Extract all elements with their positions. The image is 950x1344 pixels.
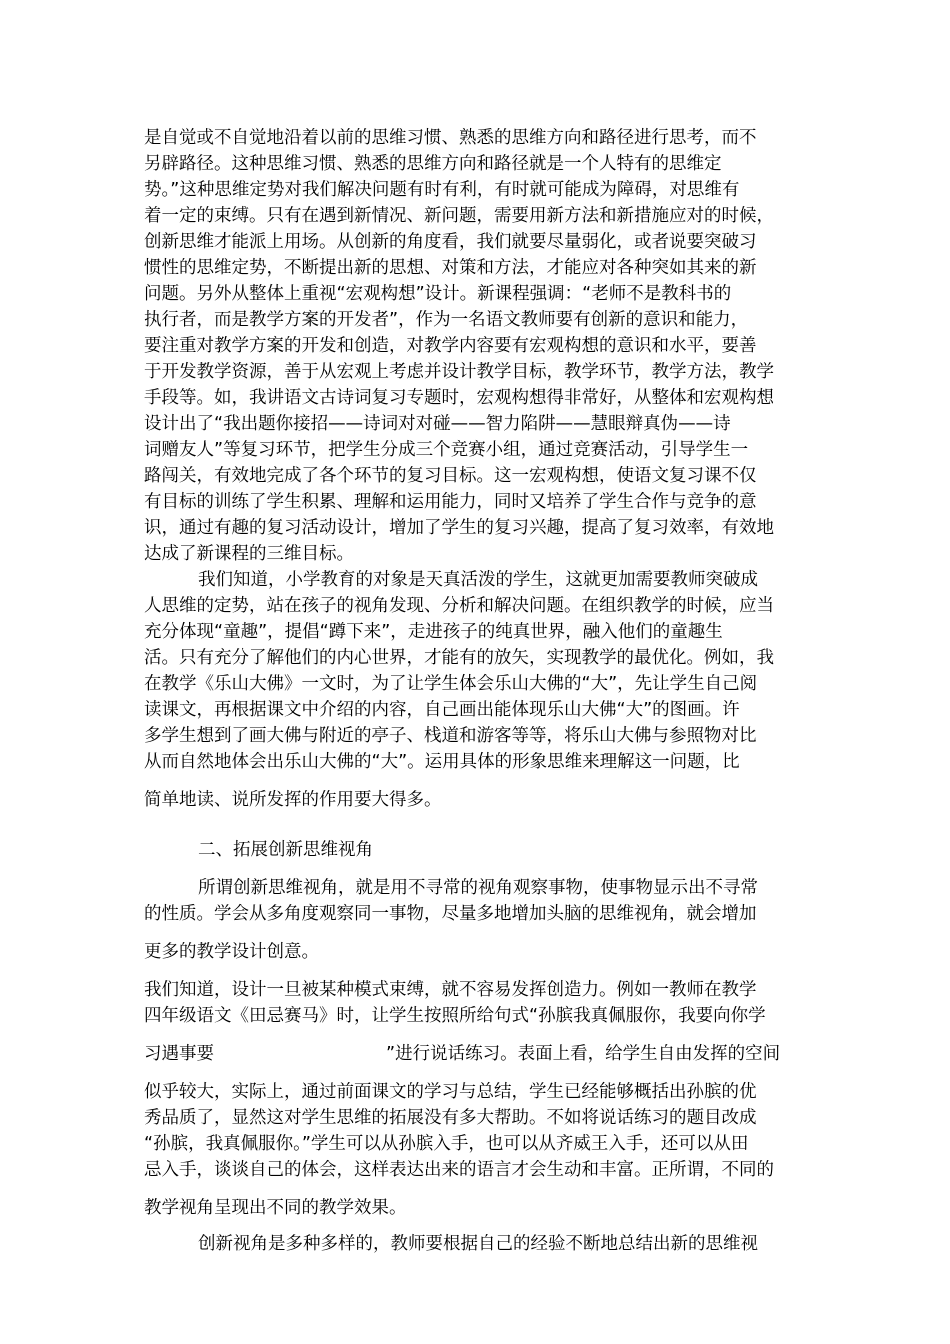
text-line: 从而自然地体会出乐山大佛的“大”。运用具体的形象思维来理解这一问题，比 (144, 752, 740, 772)
text-line: 于开发教学资源，善于从宏观上考虑并设计教学目标，教学环节，教学方法，教学 (144, 362, 774, 382)
section-heading: 二、拓展创新思维视角 (198, 840, 373, 860)
text-line: “孙膑，我真佩服你。”学生可以从孙膑入手，也可以从齐威王入手，还可以从田 (144, 1134, 749, 1154)
text-line: 教学视角呈现出不同的教学效果。 (144, 1198, 407, 1218)
text-line: 我们知道，小学教育的对象是天真活泼的学生，这就更加需要教师突破成 (198, 570, 758, 590)
text-line: 设计出了“我出题你接招——诗词对对碰——智力陷阱——慧眼辩真伪——诗 (144, 414, 731, 434)
text-line: 执行者，而是教学方案的开发者”，作为一名语文教师要有创新的意识和能力， (144, 310, 749, 330)
text-line: 充分体现“童趣”，提倡“蹲下来”，走进孩子的纯真世界，融入他们的童趣生 (144, 622, 723, 642)
text-line: 读课文，再根据课文中介绍的内容，自己画出能体现乐山大佛“大”的图画。许 (144, 700, 740, 720)
text-line: 是自觉或不自觉地沿着以前的思维习惯、熟悉的思维方向和路径进行思考，而不 (144, 128, 757, 148)
text-line: 识，通过有趣的复习活动设计，增加了学生的复习兴趣，提高了复习效率，有效地 (144, 518, 774, 538)
text-line: 要注重对教学方案的开发和创造，对教学内容要有宏观构想的意识和水平，要善 (144, 336, 757, 356)
text-line: 惯性的思维定势，不断提出新的思想、对策和方法，才能应对各种突如其来的新 (144, 258, 757, 278)
text-line: 创新思维才能派上用场。从创新的角度看，我们就要尽量弱化，或者说要突破习 (144, 232, 757, 252)
text-line: 我们知道，设计一旦被某种模式束缚，就不容易发挥创造力。例如一教师在教学 (144, 980, 757, 1000)
text-line: 忌入手，谈谈自己的体会，这样表达出来的语言才会生动和丰富。正所谓，不同的 (144, 1160, 774, 1180)
text-line: 势。”这种思维定势对我们解决问题有时有利，有时就可能成为障碍，对思维有 (144, 180, 740, 200)
text-line: 的性质。学会从多角度观察同一事物，尽量多地增加头脑的思维视角，就会增加 (144, 904, 757, 924)
text-line: 在教学《乐山大佛》一文时，为了让学生体会乐山大佛的“大”，先让学生自己阅 (144, 674, 758, 694)
text-line: 习遇事要 (144, 1044, 214, 1064)
text-line: 路闯关，有效地完成了各个环节的复习目标。这一宏观构想，使语文复习课不仅 (144, 466, 757, 486)
text-line: 有目标的训练了学生积累、理解和运用能力，同时又培养了学生合作与竞争的意 (144, 492, 757, 512)
text-line: 秀品质了，显然这对学生思维的拓展没有多大帮助。不如将说话练习的题目改成 (144, 1108, 757, 1128)
text-line: 创新视角是多种多样的，教师要根据自己的经验不断地总结出新的思维视 (198, 1234, 758, 1254)
text-line: 另辟路径。这种思维习惯、熟悉的思维方向和路径就是一个人特有的思维定 (144, 154, 722, 174)
text-line: 着一定的束缚。只有在遇到新情况、新问题，需要用新方法和新措施应对的时候， (144, 206, 774, 226)
text-line: 活。只有充分了解他们的内心世界，才能有的放矢，实现教学的最优化。例如，我 (144, 648, 774, 668)
text-line: 更多的教学设计创意。 (144, 942, 319, 962)
text-line: 似乎较大，实际上，通过前面课文的学习与总结，学生已经能够概括出孙膑的优 (144, 1082, 757, 1102)
text-line: 问题。另外从整体上重视“宏观构想”设计。新课程强调：“老师不是教科书的 (144, 284, 732, 304)
text-line: 手段等。如，我讲语文古诗词复习专题时，宏观构想得非常好，从整体和宏观构想 (144, 388, 774, 408)
text-line: 简单地读、说所发挥的作用要大得多。 (144, 790, 442, 810)
text-line: 词赠友人”等复习环节，把学生分成三个竞赛小组，通过竞赛活动，引导学生一 (144, 440, 749, 460)
text-line: 四年级语文《田忌赛马》时，让学生按照所给句式“孙膑我真佩服你，我要向你学 (144, 1006, 766, 1026)
text-line: 所谓创新思维视角，就是用不寻常的视角观察事物，使事物显示出不寻常 (198, 878, 758, 898)
text-line: 达成了新课程的三维目标。 (144, 544, 354, 564)
text-line: 人思维的定势，站在孩子的视角发现、分析和解决问题。在组织教学的时候，应当 (144, 596, 774, 616)
text-line: 多学生想到了画大佛与附近的亭子、栈道和游客等等，将乐山大佛与参照物对比 (144, 726, 757, 746)
text-line: ”进行说话练习。表面上看，给学生自由发挥的空间 (386, 1044, 781, 1064)
